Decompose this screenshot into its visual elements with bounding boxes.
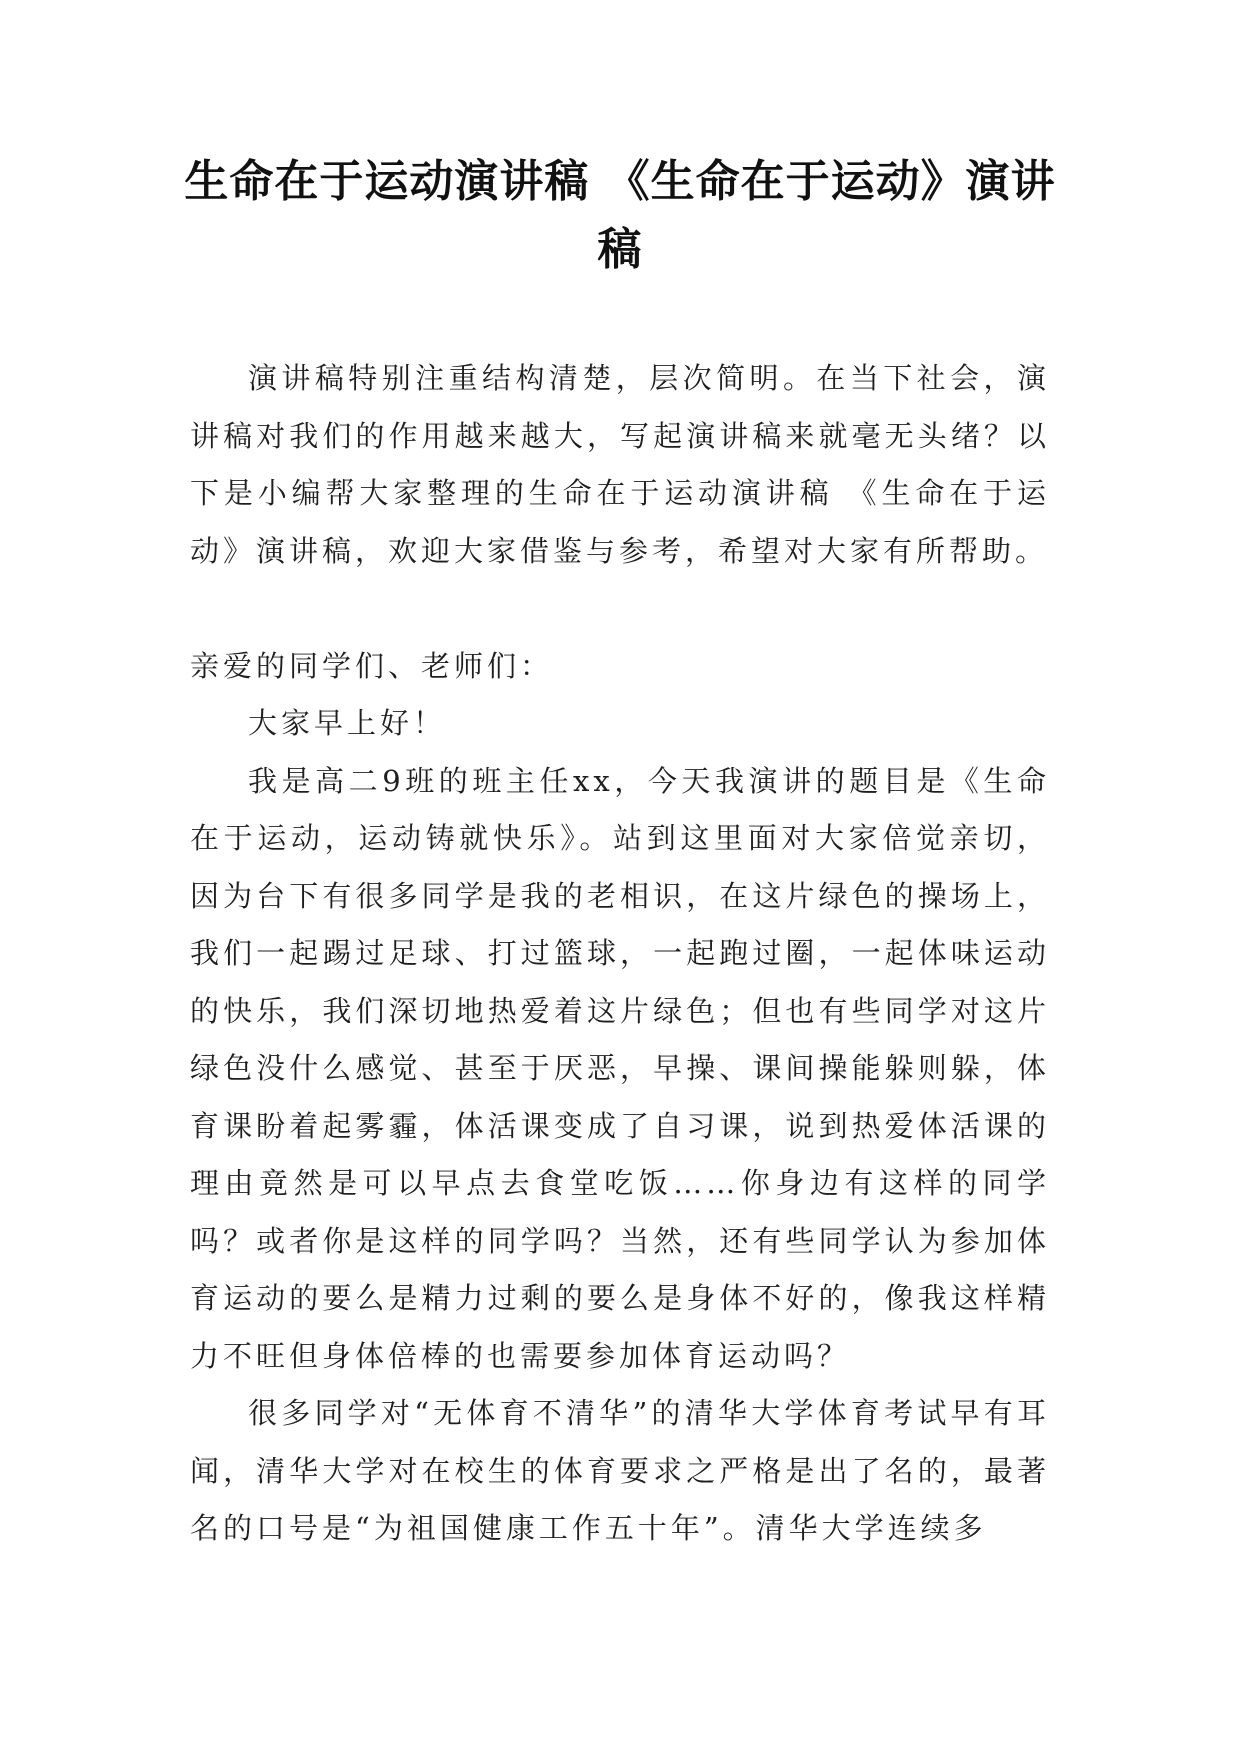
document-body [190, 350, 1050, 1558]
document-title: 生命在于运动演讲稿 《生命在于运动》演讲稿 [184, 156, 1056, 275]
greeting: 大家早上好！ [248, 706, 447, 740]
body-paragraph-1: 我是高二9班的班主任xx，今天我演讲的题目是《生命在于运动，运动铸就快乐》。站到这里面对大家倍觉亲切，因为台下有很多同学是我的老相识，在这片绿色的操场上，我们一起踢过足球、打过篮球，一起跑过圈，一起体味运动的快乐，我们深切地热爱着这片绿色；但也有些同学对这片绿色没什么感觉、甚至于厌恶，早操、课间操能躲则躲，体育课盼着起雾霾，体活课变成了自习课，说到热爱体活课的理由竟然是可以早点去食堂吃饭……你身边有这样的同学吗？或者你是这样的同学吗？当然，还有些同学认为参加体育运动的要么是精力过剩的要么是身体不好的，像我这样精力不旺但身体倍棒的也需要参加体育运动吗？ [190, 763, 1050, 1373]
intro-paragraph: 演讲稿特别注重结构清楚，层次简明。在当下社会，演讲稿对我们的作用越来越大，写起演讲稿来就毫无头绪？以下是小编帮大家整理的生命在于运动演讲稿 《生命在于运动》演讲稿，欢迎大家借鉴与参考，希望对大家有所帮助。 [190, 361, 1050, 568]
body-paragraph-2: 很多同学对“无体育不清华”的清华大学体育考试早有耳闻，清华大学对在校生的体育要求之严格是出了名的，最著名的口号是“为祖国健康工作五十年”。清华大学连续多 [190, 1396, 1050, 1545]
salutation: 亲爱的同学们、老师们： [190, 648, 554, 683]
paragraph-gap [190, 580, 1050, 638]
